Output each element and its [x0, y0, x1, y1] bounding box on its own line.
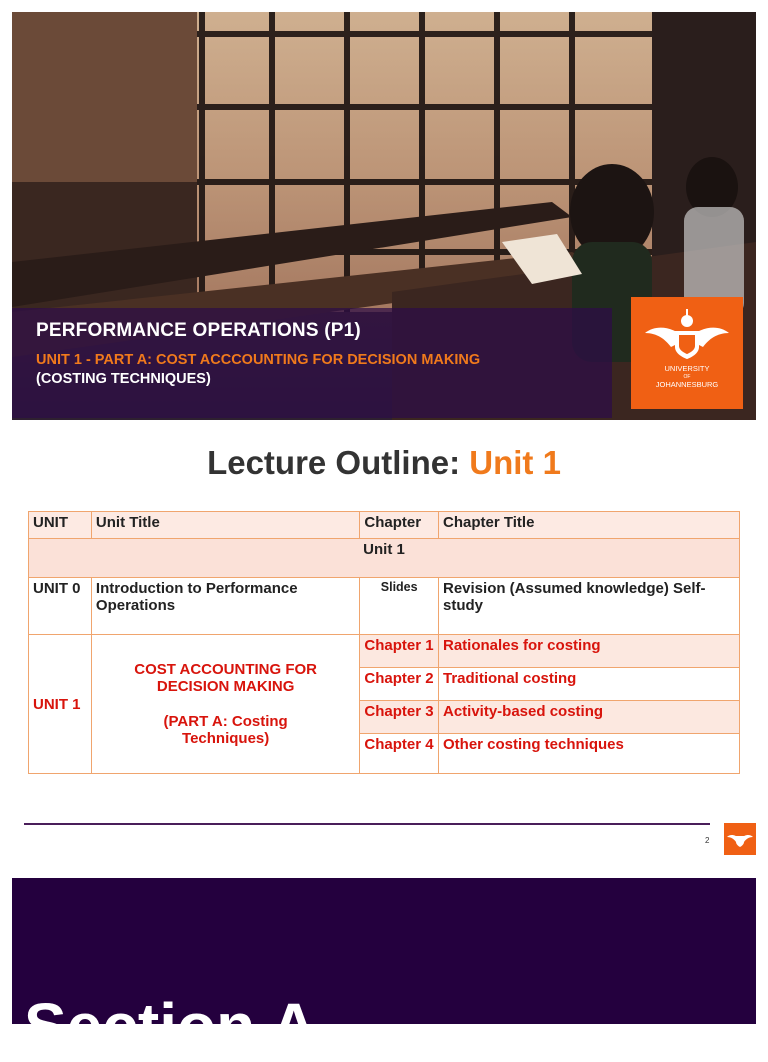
chapter-1: Chapter 1: [360, 635, 439, 668]
section-heading: Section A: [24, 990, 317, 1062]
logo-text-3: JOHANNESBURG: [655, 380, 719, 389]
outline-heading-prefix: Lecture Outline:: [207, 444, 470, 481]
table-header-row: [29, 512, 740, 539]
unit1-title: COST ACCOUNTING FOR DECISION MAKING: [134, 661, 318, 695]
hero-slide: [12, 12, 756, 420]
logo-text-2: OF: [683, 374, 691, 380]
chapter-4-title: Other costing techniques: [439, 734, 740, 774]
unit0-title: Introduction to Performance Operations: [91, 578, 359, 635]
section-slide: [12, 878, 756, 1062]
unit1-part: (PART A: Costing Techniques): [163, 713, 288, 747]
unit0-chapter-title: Revision (Assumed knowledge) Self-study: [439, 578, 740, 635]
outline-heading-unit: Unit 1: [469, 444, 561, 481]
chapter-2: Chapter 2: [360, 668, 439, 701]
outline-table: [28, 511, 740, 774]
footer-logo: [724, 823, 756, 855]
unit0-cell: UNIT 0: [29, 578, 92, 635]
chapter-3-title: Activity-based costing: [439, 701, 740, 734]
crest-icon: [724, 823, 756, 855]
unit-subtitle: UNIT 1 - PART A: COST ACCCOUNTING FOR DECISION MAKING: [36, 352, 481, 368]
header-unit-title: Unit Title: [91, 512, 359, 539]
unit-subtitle-2: (COSTING TECHNIQUES): [36, 371, 211, 387]
table-row: [29, 635, 740, 668]
outline-heading: [0, 444, 768, 482]
chapter-2-title: Traditional costing: [439, 668, 740, 701]
header-unit: UNIT: [29, 512, 92, 539]
title-banner: [12, 308, 612, 418]
university-logo: [631, 297, 743, 409]
unit-banner-row: [29, 539, 740, 578]
table-row: [29, 578, 740, 635]
chapter-1-title: Rationales for costing: [439, 635, 740, 668]
page-number: 2: [705, 836, 710, 845]
footer-rule: [24, 823, 710, 825]
unit1-cell: UNIT 1: [29, 635, 92, 774]
unit1-title-cell: [91, 635, 359, 774]
course-title: PERFORMANCE OPERATIONS (P1): [36, 320, 361, 341]
chapter-3: Chapter 3: [360, 701, 439, 734]
logo-text-1: UNIVERSITY: [664, 364, 710, 373]
header-chapter: Chapter: [360, 512, 439, 539]
chapter-4: Chapter 4: [360, 734, 439, 774]
crest-icon: [631, 303, 743, 367]
unit0-chapter: Slides: [360, 578, 439, 635]
unit-banner: Unit 1: [29, 539, 740, 578]
header-chapter-title: Chapter Title: [439, 512, 740, 539]
